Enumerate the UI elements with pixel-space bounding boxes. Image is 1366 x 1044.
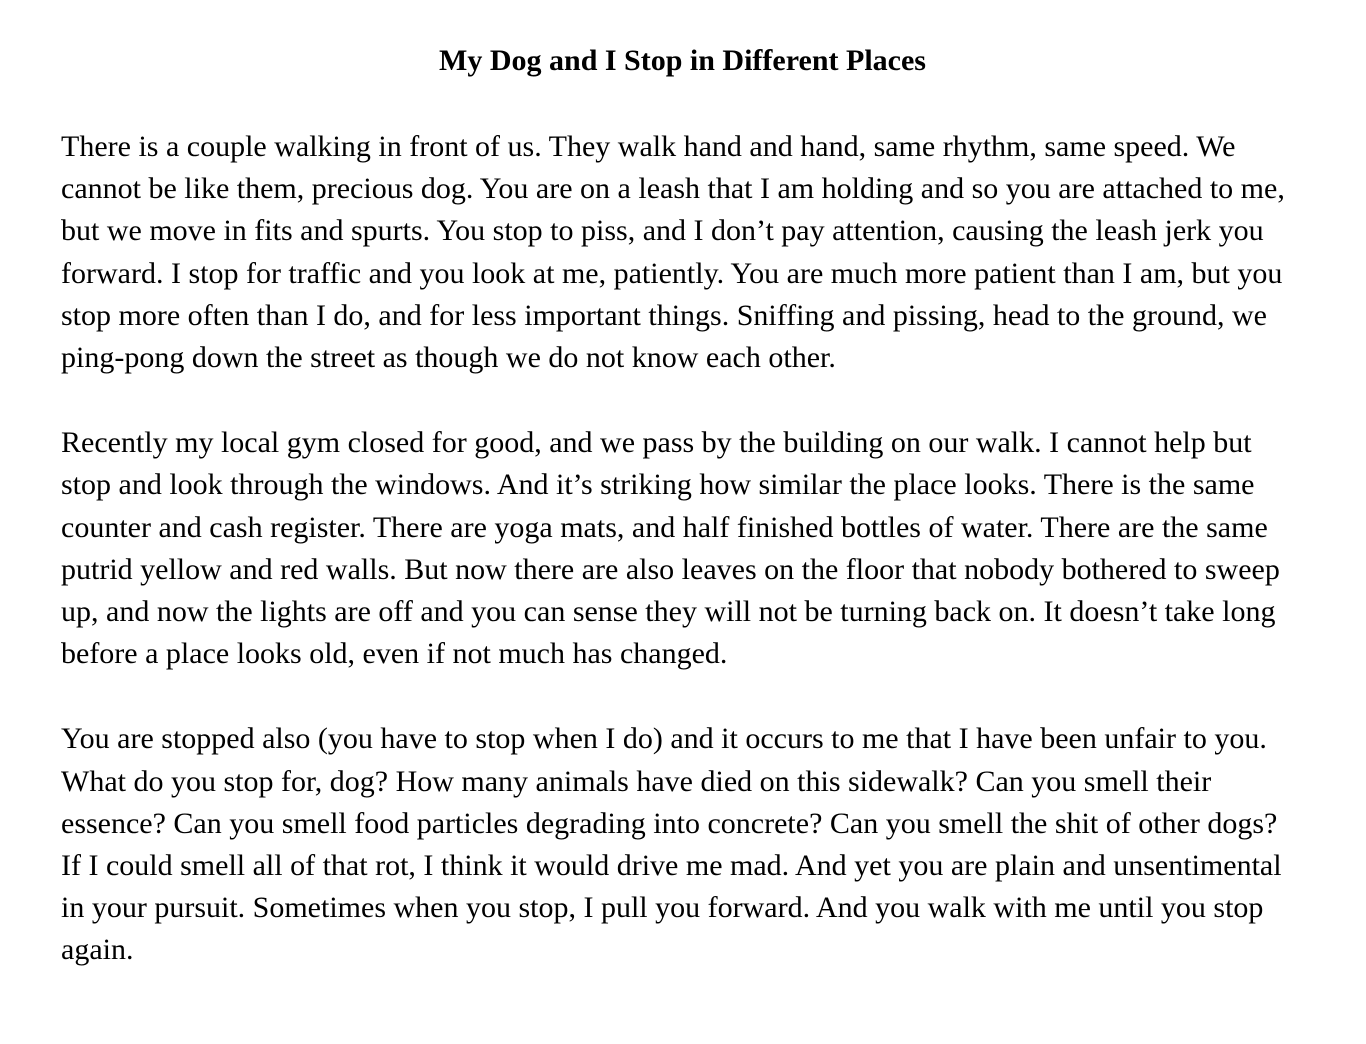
paragraph-3: You are stopped also (you have to stop when I do) and it occurs to me that I have been unfair to you. What do you stop for, dog? How many animals have died on this sidewalk? Can you smell their essence? Can you smell food particles degrading into concrete? Can you smell the shit of other dogs? If I could smell all of that rot, I think it would drive me mad. And yet you are plain and unsentimental in your pursuit. Sometimes when you stop, I pull you forward. And you walk with me until you stop again. <box>61 722 1282 967</box>
paragraph-1: There is a couple walking in front of us. They walk hand and hand, same rhythm, same speed. We cannot be like them, precious dog. You are on a leash that I am holding and so you are attached to me, but we move in fits and spurts. You stop to piss, and I don’t pay attention, causing the leash jerk you forward. I stop for traffic and you look at me, patiently. You are much more patient than I am, but you stop more often than I do, and for less important things. Sniffing and pissing, head to the ground, we ping-pong down the street as though we do not know each other. <box>61 130 1285 375</box>
document-body <box>61 126 1304 972</box>
paragraph-2: Recently my local gym closed for good, and we pass by the building on our walk. I cannot help but stop and look through the windows. And it’s striking how similar the place looks. There is the same counter and cash register. There are yoga mats, and half finished bottles of water. There are the same putrid yellow and red walls. But now there are also leaves on the floor that nobody bothered to sweep up, and now the lights are off and you can sense they will not be turning back on. It doesn’t take long before a place looks old, even if not much has changed. <box>61 426 1280 671</box>
document-title: My Dog and I Stop in Different Places <box>439 44 926 77</box>
